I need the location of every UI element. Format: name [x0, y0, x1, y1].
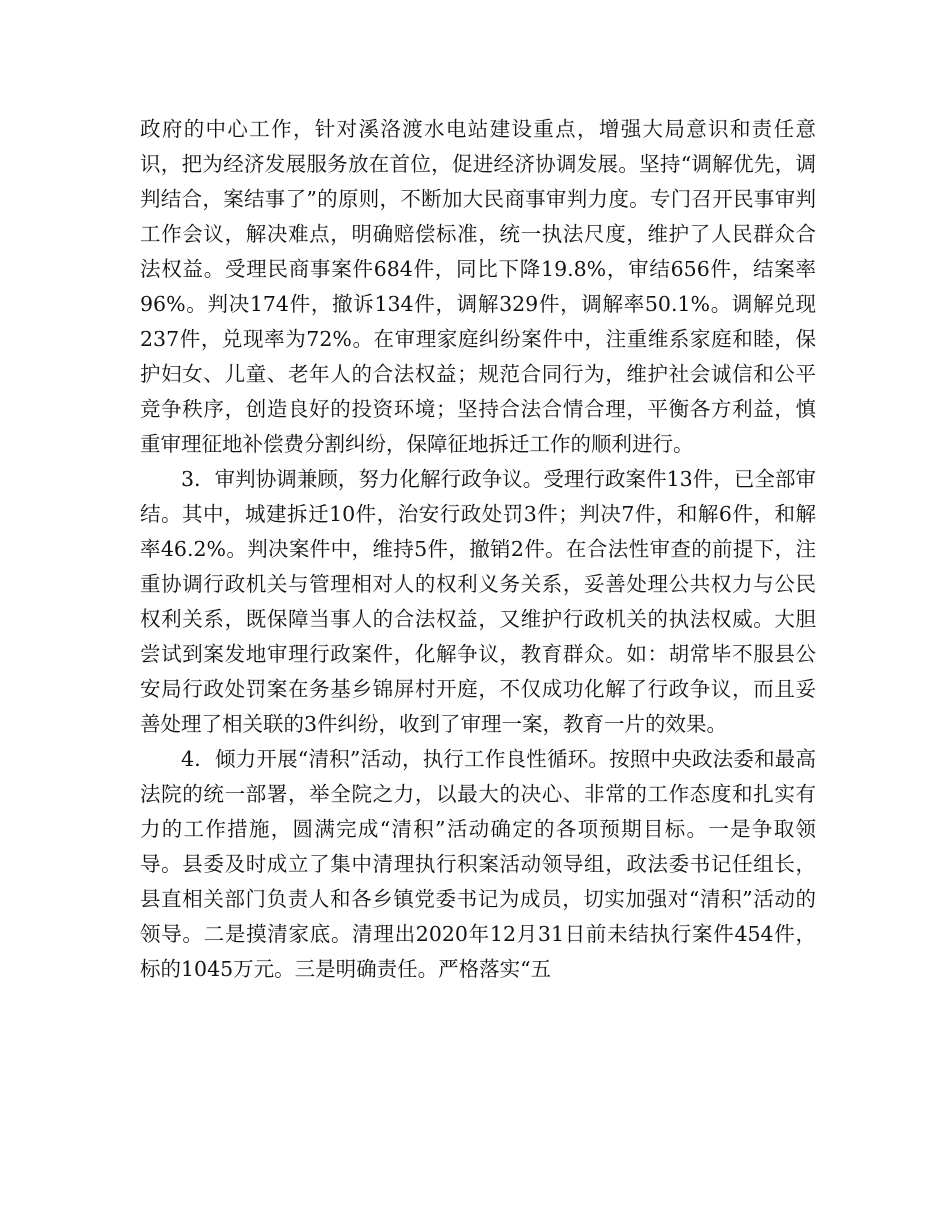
paragraph-civil-commercial-trials: 政府的中心工作，针对溪洛渡水电站建设重点，增强大局意识和责任意识，把为经济发展服务放在首位，促进经济协调发展。坚持“调解优先，调判结合，案结事了”的原则，不断加大民商事审判力度。专门召开民事审判工作会议，解决难点，明确赔偿标准，统一执法尺度，维护了人民群众合法权益。受理民商事案件684件，同比下降19.8%，审结656件，结案率96%。判决174件，撤诉134件，调解329件，调解率50.1%。调解兑现237件，兑现率为72%。在审理家庭纠纷案件中，注重维系家庭和睦，保护妇女、儿童、老年人的合法权益；规范合同行为，维护社会诚信和公平竞争秩序，创造良好的投资环境；坚持合法合情合理，平衡各方利益，慎重审理征地补偿费分割纠纷，保障征地拆迁工作的顺利进行。	[140, 117, 816, 456]
paragraph-administrative-disputes: 3．审判协调兼顾，努力化解行政争议。受理行政案件13件，已全部审结。其中，城建拆迁10件，治安行政处罚3件；判决7件，和解6件，和解率46.2%。判决案件中，维持5件，撤销2件。在合法性审查的前提下，注重协调行政机关与管理相对人的权利义务关系，妥善处理公共权力与公民权利关系，既保障当事人的合法权益，又维护行政机关的执法权威。大胆尝试到案发地审理行政案件，化解争议，教育群众。如：胡常毕不服县公安局行政处罚案在务基乡锦屏村开庭，不仅成功化解了行政争议，而且妥善处理了相关联的3件纠纷，收到了审理一案，教育一片的效果。	[140, 467, 816, 736]
paragraph-backlog-clearing: 4．倾力开展“清积”活动，执行工作良性循环。按照中央政法委和最高法院的统一部署，举全院之力，以最大的决心、非常的工作态度和扎实有力的工作措施，圆满完成“清积”活动确定的各项预期目标。一是争取领导。县委及时成立了集中清理执行积案活动领导组，政法委书记任组长，县直相关部门负责人和各乡镇党委书记为成员，切实加强对“清积”活动的领导。二是摸清家底。清理出2020年12月31日前未结执行案件454件，标的1045万元。三是明确责任。严格落实“五	[140, 747, 816, 981]
document-body	[140, 112, 816, 987]
